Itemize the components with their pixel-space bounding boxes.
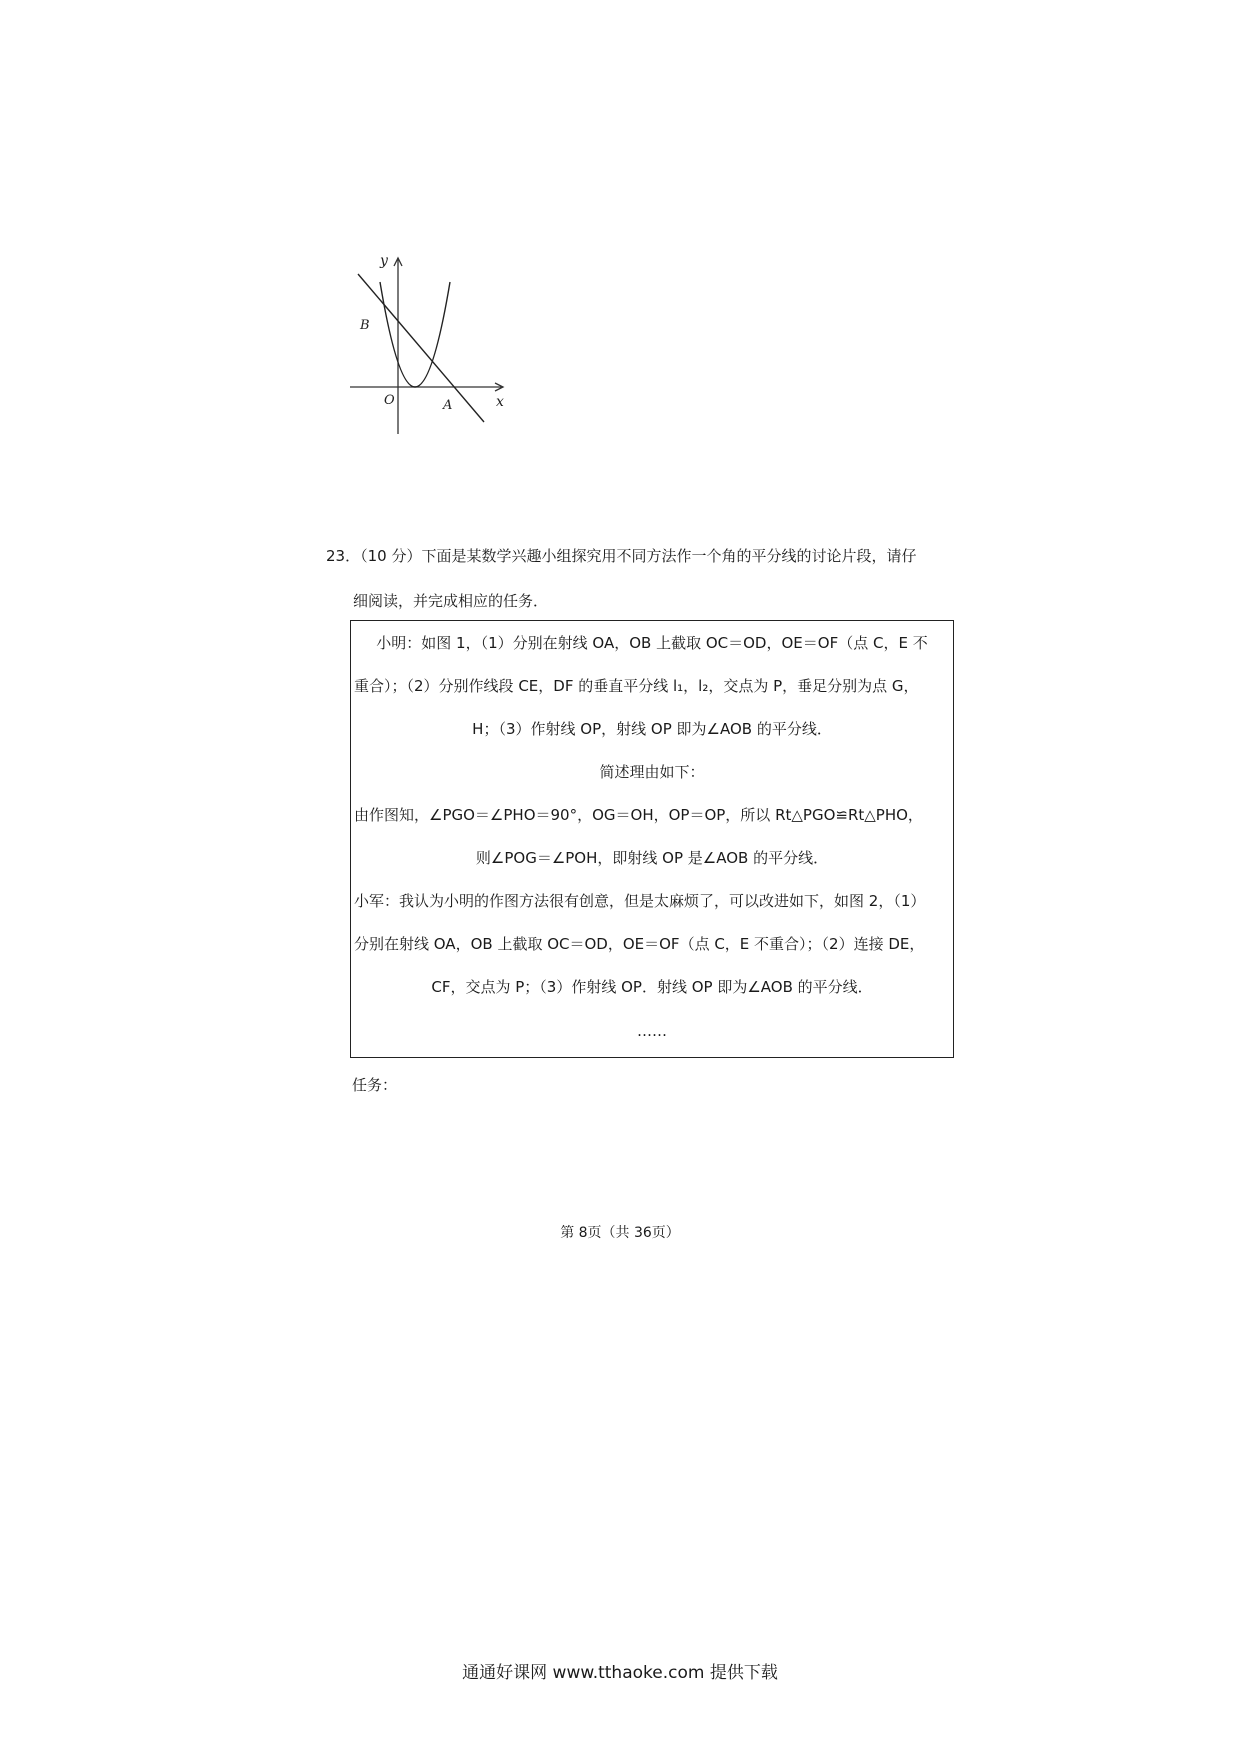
xiaojun-line-2: 分别在射线 OA，OB 上截取 OC＝OD，OE＝OF（点 C，E 不重合）；（2）连接 DE，: [354, 935, 925, 953]
task-label: 任务：: [352, 1076, 398, 1094]
xiaoming-line-3: H；（3）作射线 OP，射线 OP 即为∠AOB 的平分线．: [472, 720, 832, 738]
reason-title: 简述理由如下：: [599, 763, 705, 781]
xiaojun-line-1: 小军：我认为小明的作图方法很有创意，但是太麻烦了，可以改进如下，如图 2，（1）: [354, 892, 926, 910]
reason-line-1: 由作图知，∠PGO＝∠PHO＝90°，OG＝OH，OP＝OP，所以 Rt△PGO≌Rt△PHO，: [354, 806, 923, 824]
box-ellipsis: ……: [637, 1022, 667, 1040]
x-axis-label: x: [496, 394, 504, 410]
point-o-label: O: [384, 393, 395, 408]
question-23-heading: [326, 545, 916, 566]
xiaoming-line-1: 小明：如图 1，（1）分别在射线 OA，OB 上截取 OC＝OD，OE＝OF（点 C，E 不: [376, 634, 928, 652]
parabola-curve: [380, 282, 450, 387]
y-axis-label: y: [380, 253, 388, 269]
straight-line: [358, 274, 484, 422]
xiaoming-line-2: 重合）；（2）分别作线段 CE，DF 的垂直平分线 l₁，l₂，交点为 P，垂足分别为点 G，: [354, 677, 919, 695]
xiaojun-line-3: CF，交点为 P；（3）作射线 OP．射线 OP 即为∠AOB 的平分线．: [431, 978, 873, 996]
discussion-box: [350, 620, 954, 1058]
question-text-line2: 细阅读，并完成相应的任务．: [353, 592, 549, 610]
question-text-line1: 下面是某数学兴趣小组探究用不同方法作一个角的平分线的讨论片段，请仔: [421, 547, 917, 565]
question-score: （10 分）: [360, 547, 422, 565]
question-number: 23．: [326, 547, 361, 565]
point-b-label: B: [360, 318, 370, 333]
footer-download-note: 通通好课网 www.tthaoke.com 提供下载: [462, 1663, 778, 1683]
page-number: 第 8页（共 36页）: [560, 1225, 680, 1241]
point-a-label: A: [443, 398, 453, 413]
parabola-line-graph: [340, 252, 520, 442]
reason-line-2: 则∠POG＝∠POH，即射线 OP 是∠AOB 的平分线．: [475, 849, 829, 867]
